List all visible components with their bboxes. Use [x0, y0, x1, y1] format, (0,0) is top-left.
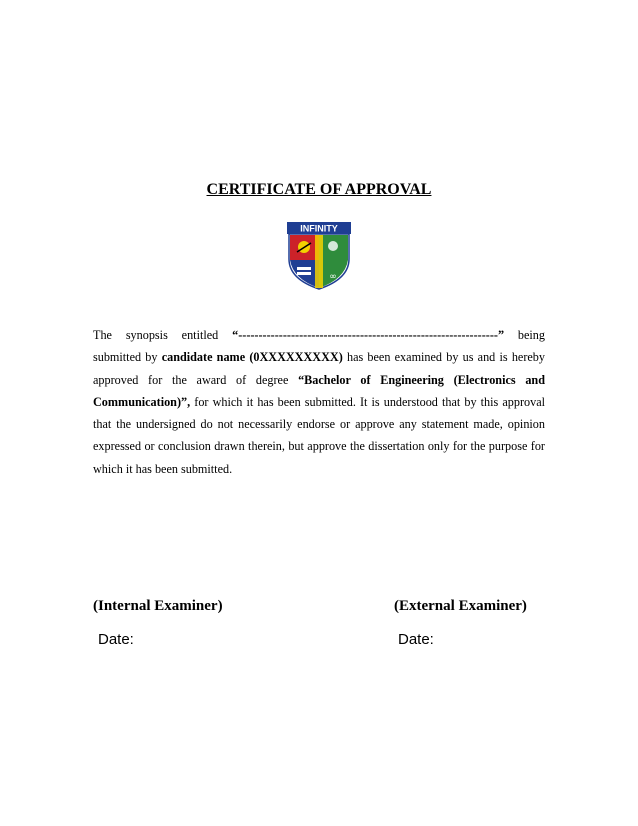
approval-paragraph [93, 324, 545, 480]
paragraph-text-1: The synopsis entitled [93, 328, 233, 342]
college-logo [285, 219, 353, 291]
college-crest-icon [285, 219, 353, 291]
internal-examiner-label: (Internal Examiner) [93, 598, 223, 614]
svg-text:∞: ∞ [329, 272, 337, 282]
external-date-label: Date: [398, 631, 434, 648]
logo-text: INFINITY [300, 223, 338, 234]
certificate-title: CERTIFICATE OF APPROVAL [206, 181, 432, 198]
candidate-name: candidate name (0XXXXXXXXX) [161, 350, 343, 365]
synopsis-title-placeholder: “----------------------------------------------------------------” [232, 328, 505, 342]
paragraph-text-4: for which it has been submitted. It is understood that by this approval that the undersigned do not necessarily endorse or approve any statement made, opinion expressed or conclusion drawn therein, but approve the dissertation only for the purpose for which it has been submitted. [93, 394, 545, 476]
paragraph-text-3: has been examined by us and is hereby approved for the award of degree [93, 350, 545, 387]
external-examiner-label: (External Examiner) [394, 598, 527, 614]
page-title [0, 181, 638, 199]
degree-name: “Bachelor of Engineering (Electronics and Communication)”, [93, 372, 545, 409]
paragraph-text-2: being submitted by [93, 328, 545, 365]
internal-date-label: Date: [98, 631, 134, 648]
